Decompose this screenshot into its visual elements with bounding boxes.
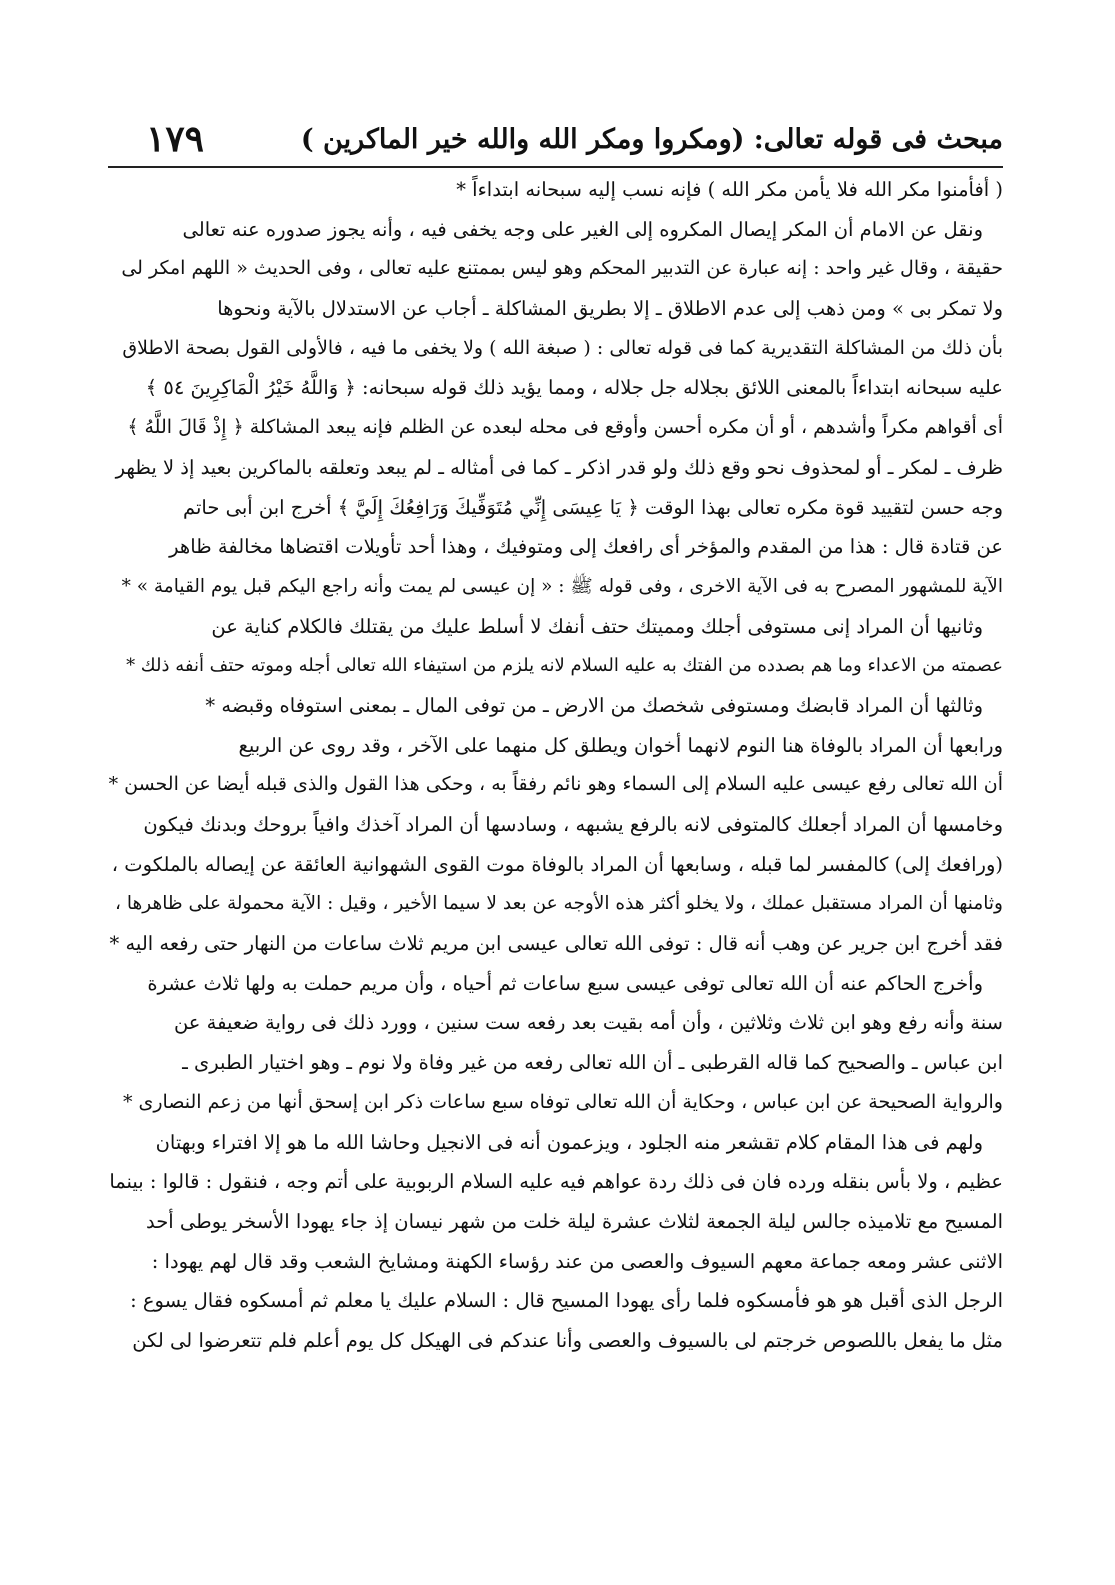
text-line: وأخرج الحاكم عنه أن الله تعالى توفى عيسى سبع ساعات ثم أحياه ، وأن مريم حملت به ولها ثلاث عشرة — [147, 971, 983, 995]
text-line: ( أفأمنوا مكر الله فلا يأمن مكر الله ) فإنه نسب إليه سبحانه ابتداءاً * — [456, 178, 1003, 201]
text-line: سنة وأنه رفع وهو ابن ثلاث وثلاثين ، وأن أمه بقيت بعد رفعه ست سنين ، وورد ذلك فى رواية ضعيفة عن — [173, 1011, 1003, 1035]
text-line: (ورافعك إلى) كالمفسر لما قبله ، وسابعها أن المراد بالوفاة موت القوى الشهوانية العائقة عن إيصاله بالملكوت ، — [111, 852, 1003, 876]
text-line: المسيح مع تلاميذه جالس ليلة الجمعة لثلاث عشرة ليلة خلت من شهر نيسان إذ جاء يهودا الأسخر يوطى أحد — [146, 1209, 1003, 1233]
text-line: الاثنى عشر ومعه جماعة معهم السيوف والعصى من عند رؤساء الكهنة ومشايخ الشعب وقد قال لهم يهودا : — [151, 1249, 1003, 1273]
body-text — [108, 170, 1003, 1361]
text-line: فقد أخرج ابن جرير عن وهب أنه قال : توفى الله تعالى عيسى ابن مريم ثلاث ساعات من النهار حتى رفعه اليه * — [109, 932, 1003, 956]
text-line: وخامسها أن المراد أجعلك كالمتوفى لانه بالرفع يشبهه ، وسادسها أن المراد آخذك وافياً بروحك وبدنك فيكون — [143, 813, 1003, 836]
text-line: عليه سبحانه ابتداءاً بالمعنى اللائق بجلاله جل جلاله ، ومما يؤيد ذلك قوله سبحانه: ﴿ وَاللَّهُ خَيْرُ الْمَاكِرِينَ ٥٤ ﴾ — [145, 376, 1003, 400]
text-line: أن الله تعالى رفع عيسى عليه السلام إلى السماء وهو نائم رفقاً به ، وحكى هذا القول والذى قبله أيضا عن الحسن * — [108, 773, 1003, 796]
text-line: ورابعها أن المراد بالوفاة هنا النوم لانهما أخوان ويطلق كل منهما على الآخر ، وقد روى عن الربيع — [238, 733, 1003, 757]
text-line: الآية للمشهور المصرح به فى الآية الاخرى ، وفى قوله ﷺ : « إن عيسى لم يمت وأنه راجع اليكم قبل يوم القيامة » * — [121, 575, 1003, 597]
text-line: ولهم فى هذا المقام كلام تقشعر منه الجلود ، ويزعمون أنه فى الانجيل وحاشا الله ما هو إلا افتراء وبهتان — [155, 1130, 983, 1154]
text-line: الرجل الذى أقبل هو هو فأمسكوه فلما رأى يهودا المسيح قال : السلام عليك يا معلم ثم أمسكوه فقال يسوع : — [130, 1289, 1003, 1313]
text-line: وثامنها أن المراد مستقبل عملك ، ولا يخلو أكثر هذه الأوجه عن بعد لا سيما الأخير ، وقيل : الآية محمولة على ظاهرها ، — [115, 893, 1003, 915]
text-line: ونقل عن الامام أن المكر إيصال المكروه إلى الغير على وجه يخفى فيه ، وأنه يجوز صدوره عنه تعالى — [182, 217, 983, 241]
text-line: بأن ذلك من المشاكلة التقديرية كما فى قوله تعالى : ( صبغة الله ) ولا يخفى ما فيه ، فالأولى القول بصحة الاطلاق — [122, 336, 1003, 359]
running-title: مبحث فى قوله تعالى: (ومكروا ومكر الله والله خير الماكرين ) — [300, 124, 1003, 155]
text-line: ولا تمكر بى » ومن ذهب إلى عدم الاطلاق ـ إلا بطريق المشاكلة ـ أجاب عن الاستدلال بالآية ونحوها — [217, 297, 1003, 321]
text-line: أى أقواهم مكراً وأشدهم ، أو أن مكره أحسن وأوقع فى محله لبعده عن الظلم فإنه يبعد المشاكلة ﴿ إِذْ قَالَ اللَّهُ ﴾ — [127, 416, 1003, 439]
text-line: وجه حسن لتقييد قوة مكره تعالى بهذا الوقت ﴿ يَا عِيسَى إِنِّي مُتَوَفِّيكَ وَرَافِعُكَ إِلَيَّ ﴾ أخرج ابن أبى حاتم — [183, 495, 1003, 519]
text-line: والرواية الصحيحة عن ابن عباس ، وحكاية أن الله تعالى توفاه سبع ساعات ذكر ابن إسحق أنها من زعم النصارى * — [122, 1090, 1003, 1113]
header-rule — [108, 166, 1003, 168]
page-number: ١٧٩ — [146, 118, 205, 160]
text-line: وثانيها أن المراد إنى مستوفى أجلك ومميتك حتف أنفك لا أسلط عليك من يقتلك فالكلام كناية عن — [211, 614, 983, 638]
text-line: وثالثها أن المراد قابضك ومستوفى شخصك من الارض ـ من توفى المال ـ بمعنى استوفاه وقبضه * — [205, 693, 983, 717]
text-line: مثل ما يفعل باللصوص خرجتم لى بالسيوف والعصى وأنا عندكم فى الهيكل كل يوم أعلم فلم تتعرضوا لى لكن — [132, 1328, 1003, 1352]
text-line: عظيم ، ولا بأس بنقله ورده فان فى ذلك ردة عواهم فيه عليه السلام الربوبية على أتم وجه ، فنقول : قالوا : بينما — [109, 1170, 1003, 1194]
text-line: ابن عباس ـ والصحيح كما قاله القرطبى ـ أن الله تعالى رفعه من غير وفاة ولا نوم ـ وهو اختيار الطبرى ـ — [182, 1051, 1003, 1075]
page-header — [108, 118, 1003, 168]
text-line: عن قتادة قال : هذا من المقدم والمؤخر أى رافعك إلى ومتوفيك ، وهذا أحد تأويلات اقتضاها مخالفة ظاهر — [169, 535, 1003, 559]
text-line: حقيقة ، وقال غير واحد : إنه عبارة عن التدبير المحكم وهو ليس بممتنع عليه تعالى ، وفى الحديث « اللهم امكر لى — [121, 257, 1003, 280]
text-line: عصمته من الاعداء وما هم بصدده من الفتك به عليه السلام لانه يلزم من استيفاء الله تعالى أجله وموته حتف أنفه ذلك * — [126, 655, 1003, 677]
text-line: ظرف ـ لمكر ـ أو لمحذوف نحو وقع ذلك ولو قدر اذكر ـ كما فى أمثاله ـ لم يبعد وتعلقه بالماكرين بعيد إذ لا يظهر — [115, 455, 1003, 479]
